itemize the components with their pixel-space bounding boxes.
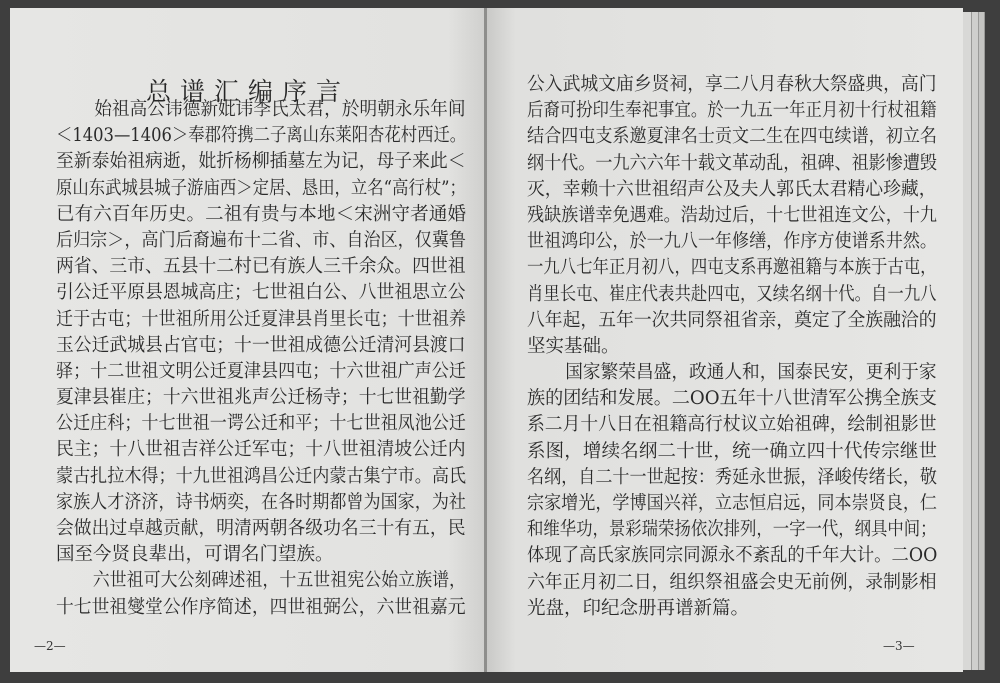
text-line: 国至今贤良辈出，可谓名门望族。: [56, 544, 334, 566]
text-line: 夏津县崔庄；十六世祖兆声公迁杨寺；十七世祖勤学: [56, 387, 466, 409]
text-line: 会做出过卓越贡献，明清两朝各级功名三十有五，民: [56, 518, 466, 539]
text-line: 纲十代。一九六六年十载文革动乱，祖碑、祖影惨遭毁: [527, 152, 938, 174]
text-line: 玉公迁武城县占官屯；十一世祖成德公迁清河县渡口: [56, 334, 466, 356]
text-line: 宗家增光，学博国兴祥，立志恒启远，同本崇贤良，仁: [527, 493, 938, 514]
text-line: 六世祖可大公刻碑述祖，十五世祖宪公始立族谱，: [92, 570, 467, 592]
text-line: 灭，幸赖十六世祖绍声公及夫人郭氏太君精心珍藏，: [527, 178, 937, 200]
text-line: 和维华功，景彩瑞荣扬依次排列，一字一代，纲具中间；: [527, 519, 937, 541]
text-line: 残缺族谱幸免遇难。浩劫过后，十七世祖连文公，十九: [527, 204, 938, 226]
text-line: 国家繁荣昌盛，政通人和，国泰民安，更利于家: [565, 362, 937, 384]
text-line: 公入武城文庙乡贤祠，享二八月春秋大祭盛典，高门: [527, 74, 937, 95]
text-line: 体现了高氏家族同宗同源永不紊乱的千年大计。二OO: [527, 545, 938, 567]
text-line: 驿；十二世祖文明公迁夏津县四屯；十六世祖广声公迁: [56, 360, 467, 382]
text-line: 名纲，自二十一世起按：秀延永世振，泽峻传绪长，敬: [527, 466, 938, 488]
text-line: 已有六百年历史。二祖有贵与本地＜宋洲守者通婚: [56, 203, 466, 225]
text-line: 坚实基础。: [527, 335, 620, 357]
text-line: 两省、三市、五县十二村已有族人三千余众。四世祖: [56, 256, 466, 278]
text-line: 公迁庄科；十七世祖一谔公迁和平；十七世祖凤池公迁: [56, 413, 467, 435]
text-line: 系图，增续名纲二十世，统一确立四十代传宗继世: [527, 440, 937, 462]
text-line: ＜1403—1406＞奉郡符携二子离山东莱阳杏花村西迁。: [56, 125, 467, 147]
page-number: —2—: [34, 639, 66, 653]
left-page: [10, 8, 486, 672]
text-line: 十七世祖燮堂公作序简述，四世祖弼公，六世祖嘉元: [56, 596, 466, 618]
page-edges: [963, 12, 972, 670]
text-line: 世祖鸿印公，於一九八一年修缮，作序方使谱系井然。: [527, 231, 938, 253]
page-title: 总谱汇编序言: [145, 77, 350, 106]
text-line: 蒙古扎拉木得；十九世祖鸿昌公迁内蒙古集宁市。高氏: [56, 465, 467, 487]
page-edges: [972, 12, 979, 670]
text-line: 一九八七年正月初八，四屯支系再邀祖籍与本族于古屯，: [527, 257, 937, 279]
text-line: 迁于古屯；十世祖所用公迁夏津县肖里长屯；十世祖养: [56, 308, 467, 330]
left-page-body: [56, 97, 466, 621]
text-line: 光盘，印纪念册再谱新篇。: [527, 597, 750, 619]
right-page: [487, 8, 963, 672]
text-line: 民主；十八世祖吉祥公迁军屯；十八世祖清坡公迁内: [56, 439, 466, 461]
text-line: 始祖高公讳德新妣讳李氏太君，於明朝永乐年间: [94, 99, 466, 120]
text-line: 原山东武城县城子游庙西＞定居、恳田，立名“高行杖”；: [56, 177, 466, 199]
text-line: 后裔可扮印生奉祀事宜。於一九五一年正月初十行杖祖籍: [527, 100, 937, 122]
text-line: 家族人才济济，诗书炳奕，在各时期都曾为国家，为社: [56, 491, 467, 513]
text-line: 族的团结和发展。二OO五年十八世清军公携全族支: [527, 388, 937, 410]
page-number: —3—: [883, 639, 915, 653]
text-line: 系二月十八日在祖籍高行杖议立始祖碑，绘制祖影世: [527, 414, 937, 436]
text-line: 八年起，五年一次共同祭祖省亲，奠定了全族融洽的: [527, 309, 937, 331]
text-line: 后归宗＞，高门后裔遍布十二省、市、自治区，仅冀鲁: [56, 229, 467, 251]
text-line: 结合四屯支系邀夏津名士贡文二生在四屯续谱，初立名: [527, 126, 938, 148]
page-edges: [979, 12, 985, 670]
text-line: 引公迁平原县恩城高庄；七世祖白公、八世祖思立公: [56, 282, 466, 304]
text-line: 肖里长屯、崔庄代表共赴四屯，又续名纲十代。自一九八: [527, 283, 937, 305]
text-line: 六年正月初二日，组织祭祖盛会史无前例，录制影相: [527, 571, 937, 593]
right-page-body: [527, 72, 937, 622]
text-line: 至新泰始祖病逝，妣折杨柳插墓左为记，母子来此＜: [56, 151, 466, 173]
